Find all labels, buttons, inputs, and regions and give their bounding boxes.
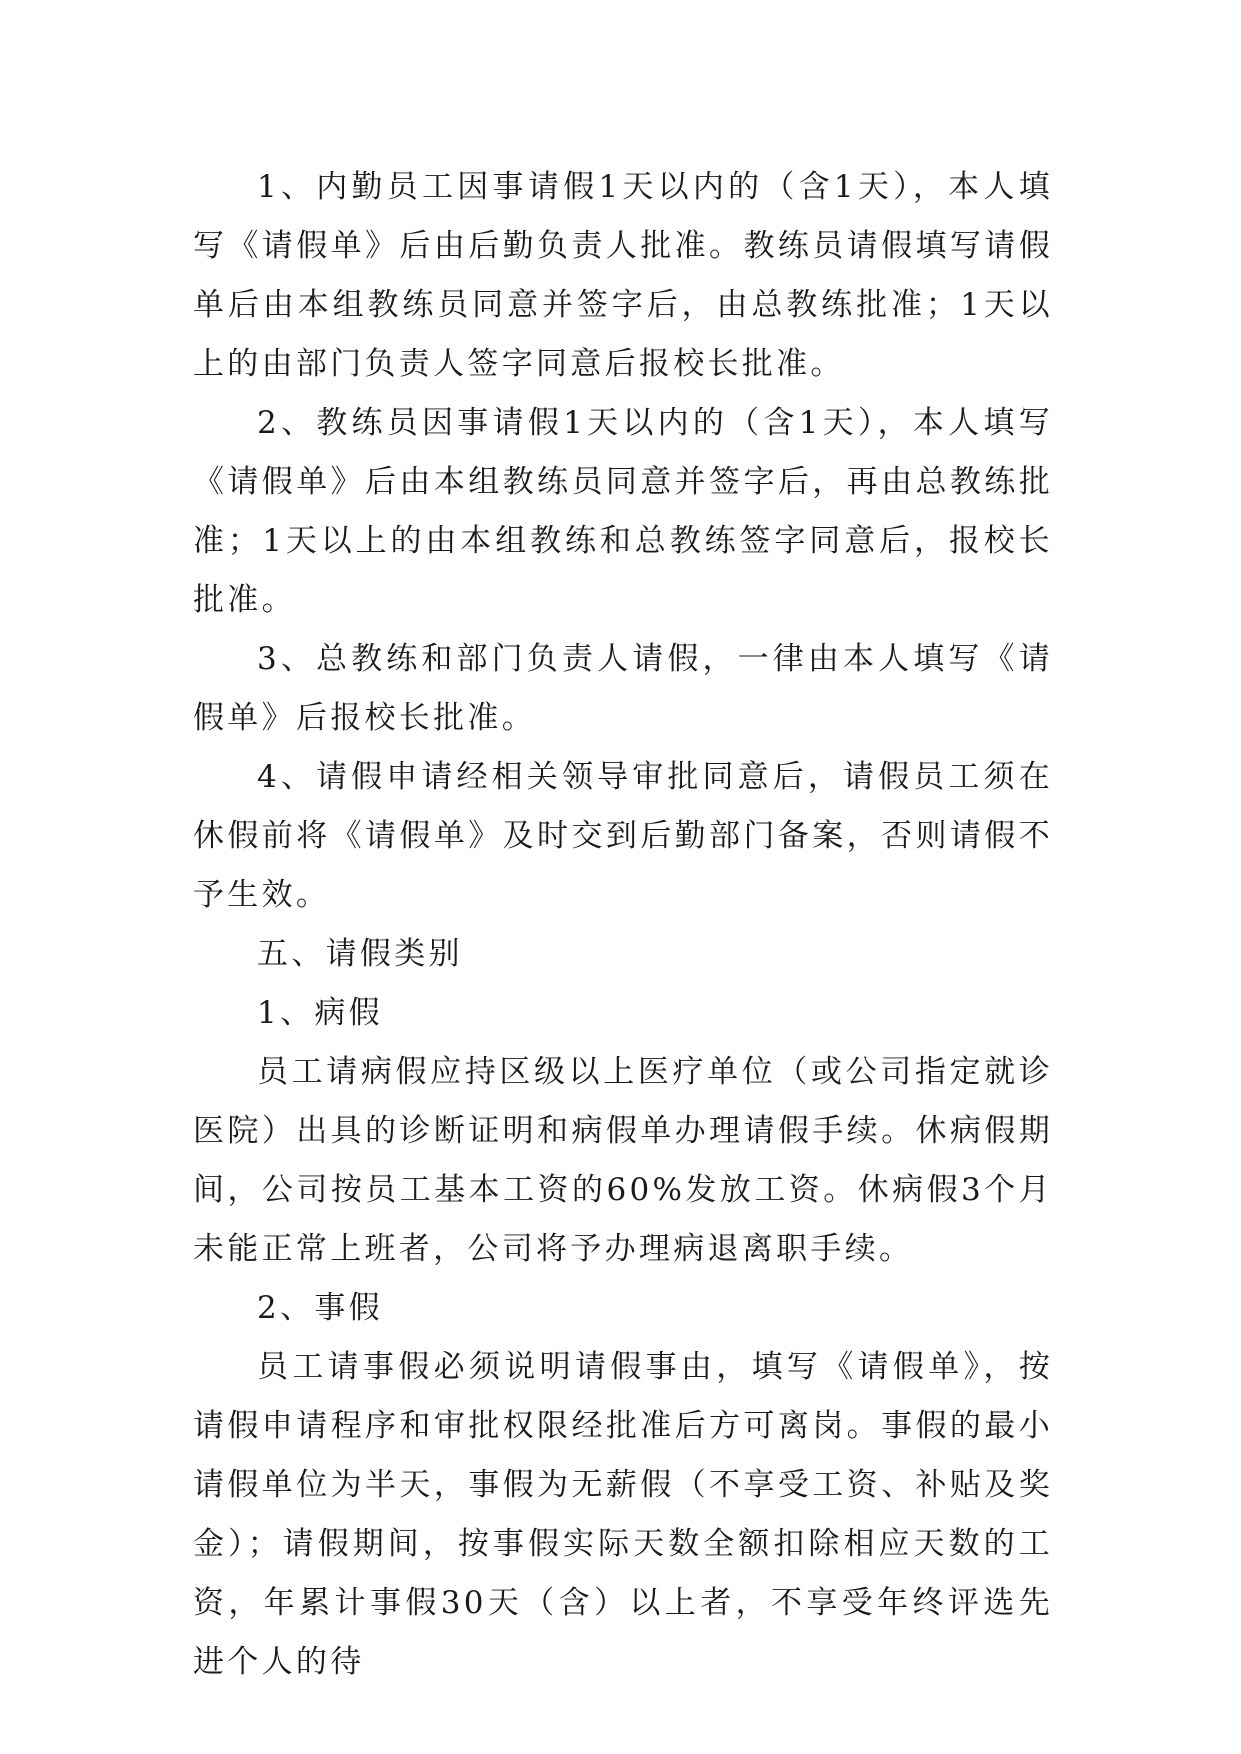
paragraph-personal-leave-staff: 1、内勤员工因事请假1天以内的（含1天），本人填写《请假单》后由后勤负责人批准。教练员请假填写请假单后由本组教练员同意并签字后，由总教练批准；1天以上的由部门负责人签字同意后报校长批准。 (193, 169, 1053, 382)
paragraph-leave-head-coach: 3、总教练和部门负责人请假，一律由本人填写《请假单》后报校长批准。 (193, 641, 1053, 736)
subheading-sick-leave: 1、病假 (257, 995, 383, 1031)
paragraph-sick-leave: 员工请病假应持区级以上医疗单位（或公司指定就诊医院）出具的诊断证明和病假单办理请假手续。休病假期间，公司按员工基本工资的60%发放工资。休病假3个月未能正常上班者，公司将予办理病退离职手续。 (193, 1054, 1053, 1267)
document-body (193, 158, 1053, 1692)
paragraph-personal-leave: 员工请事假必须说明请假事由，填写《请假单》，按请假申请程序和审批权限经批准后方可离岗。事假的最小请假单位为半天，事假为无薪假（不享受工资、补贴及奖金）；请假期间，按事假实际天数全额扣除相应天数的工资，年累计事假30天（含）以上者，不享受年终评选先进个人的待 (193, 1349, 1053, 1680)
section-heading-leave-types: 五、请假类别 (257, 936, 463, 972)
paragraph-leave-filing: 4、请假申请经相关领导审批同意后，请假员工须在休假前将《请假单》及时交到后勤部门备案，否则请假不予生效。 (193, 759, 1053, 913)
paragraph-personal-leave-coach: 2、教练员因事请假1天以内的（含1天），本人填写《请假单》后由本组教练员同意并签字后，再由总教练批准；1天以上的由本组教练和总教练签字同意后，报校长批准。 (193, 405, 1053, 618)
subheading-personal-leave: 2、事假 (257, 1290, 383, 1326)
